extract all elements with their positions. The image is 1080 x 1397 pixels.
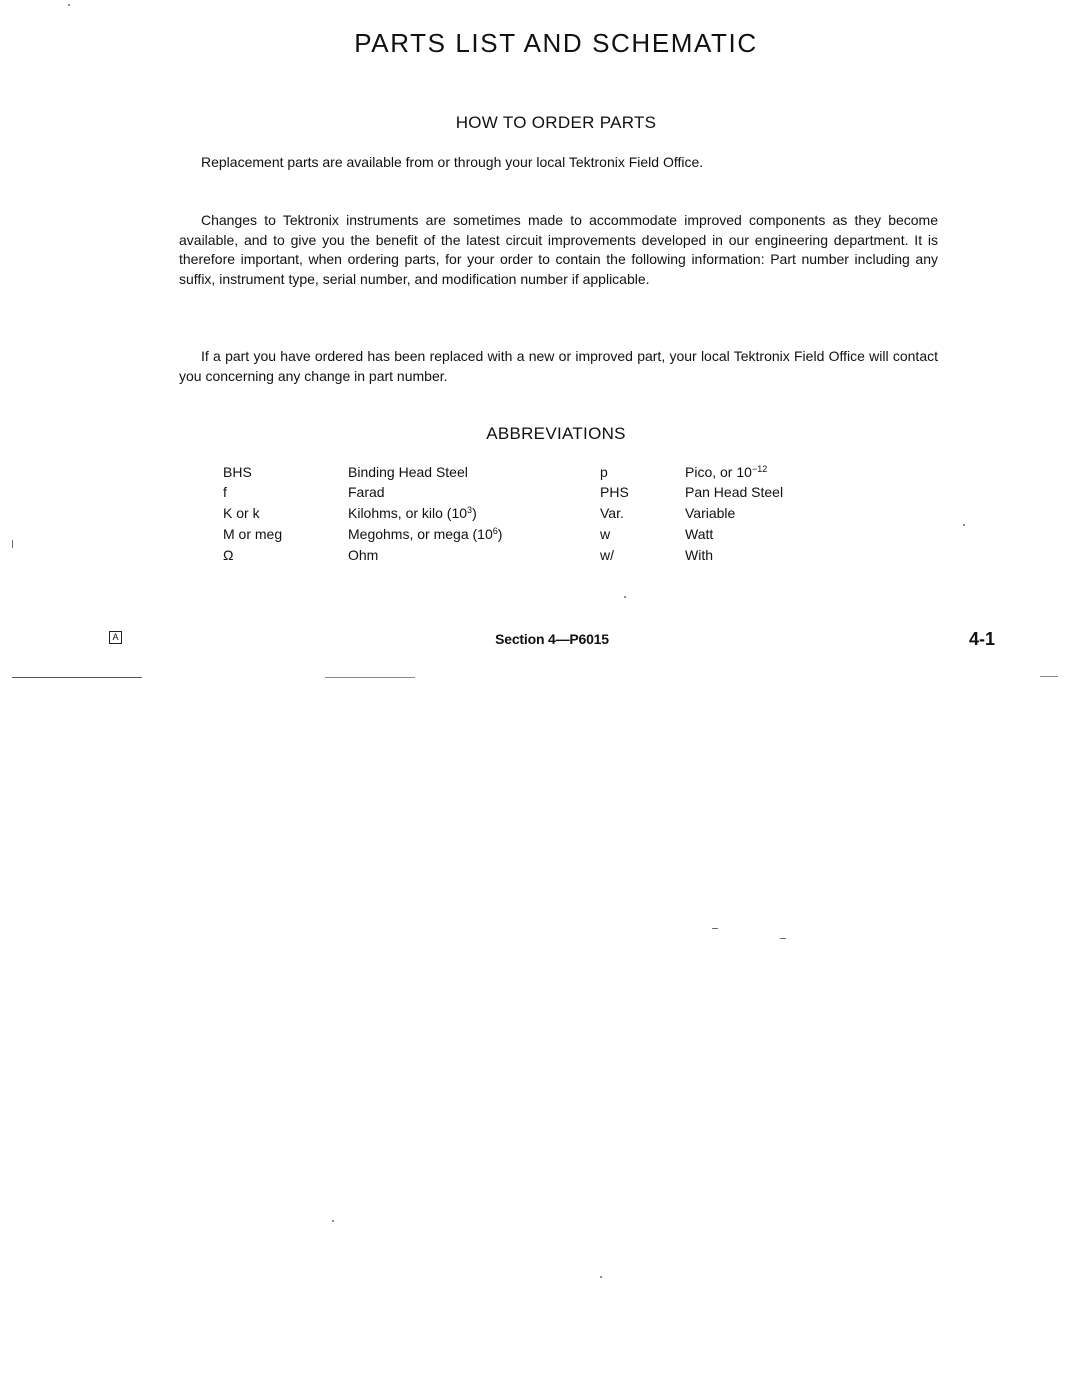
scan-rule bbox=[1040, 676, 1058, 677]
exponent: 6 bbox=[492, 526, 498, 536]
abbr-term: w bbox=[600, 526, 611, 542]
abbr-definition: Binding Head Steel bbox=[348, 464, 468, 480]
paragraph-replacement-parts: Replacement parts are available from or through your local Tektronix Field Office. bbox=[201, 154, 704, 170]
abbr-definition: Pico, or $10^{-12}$ bbox=[685, 464, 768, 480]
abbr-definition: Ohm bbox=[348, 547, 379, 563]
abbr-term: p bbox=[600, 464, 608, 480]
abbr-term: BHS bbox=[223, 464, 252, 480]
scan-speck bbox=[624, 596, 626, 598]
abbr-definition: Watt bbox=[685, 526, 714, 542]
abbr-term: f bbox=[223, 484, 227, 500]
page-title: PARTS LIST AND SCHEMATIC bbox=[354, 28, 758, 58]
abbr-definition: Kilohms, or kilo $(10^3)$ bbox=[348, 505, 477, 521]
abbr-term: w/ bbox=[600, 547, 614, 563]
how-to-order-heading: HOW TO ORDER PARTS bbox=[455, 113, 657, 132]
abbr-definition: With bbox=[685, 547, 713, 563]
abbr-term: M or meg bbox=[223, 526, 283, 542]
scan-speck bbox=[963, 524, 965, 526]
exponent: 3 bbox=[467, 505, 473, 515]
abbr-term: K or k bbox=[223, 505, 260, 521]
scan-speck bbox=[712, 928, 718, 929]
paragraph-changes: Changes to Tektronix instruments are sometimes made to accommodate improved components as they become available, and to give you the benefit of the latest circuit improvements developed in our engineering department. It is therefore important, when ordering parts, for your order to contain the following information: Part number including any suffix, instrument type, serial number, and modification number if applicable. bbox=[179, 212, 938, 287]
abbr-term: PHS bbox=[600, 484, 629, 500]
scan-speck bbox=[68, 4, 70, 6]
abbreviations-table bbox=[0, 460, 1080, 570]
revision-mark: A bbox=[109, 631, 122, 644]
scan-speck bbox=[780, 938, 786, 939]
scan-speck bbox=[332, 1220, 334, 1222]
abbreviations-heading: ABBREVIATIONS bbox=[486, 424, 626, 443]
scan-speck bbox=[12, 540, 13, 548]
page-number: 4-1 bbox=[969, 629, 996, 649]
paragraph-replaced-part: If a part you have ordered has been replaced with a new or improved part, your local Tektronix Field Office will contact you concerning any change in part number. bbox=[179, 348, 938, 384]
scan-rule bbox=[12, 677, 142, 678]
abbr-definition: Megohms, or mega $(10^6)$ bbox=[348, 526, 503, 542]
scan-rule bbox=[325, 677, 415, 678]
section-label: Section 4—P6015 bbox=[495, 631, 609, 647]
abbr-term: Ω bbox=[223, 547, 234, 563]
abbr-term: Var. bbox=[600, 505, 624, 521]
abbr-definition: Variable bbox=[685, 505, 736, 521]
exponent: −12 bbox=[751, 464, 768, 474]
scan-speck bbox=[600, 1276, 602, 1278]
abbr-definition: Pan Head Steel bbox=[685, 484, 784, 500]
abbr-definition: Farad bbox=[348, 484, 385, 500]
